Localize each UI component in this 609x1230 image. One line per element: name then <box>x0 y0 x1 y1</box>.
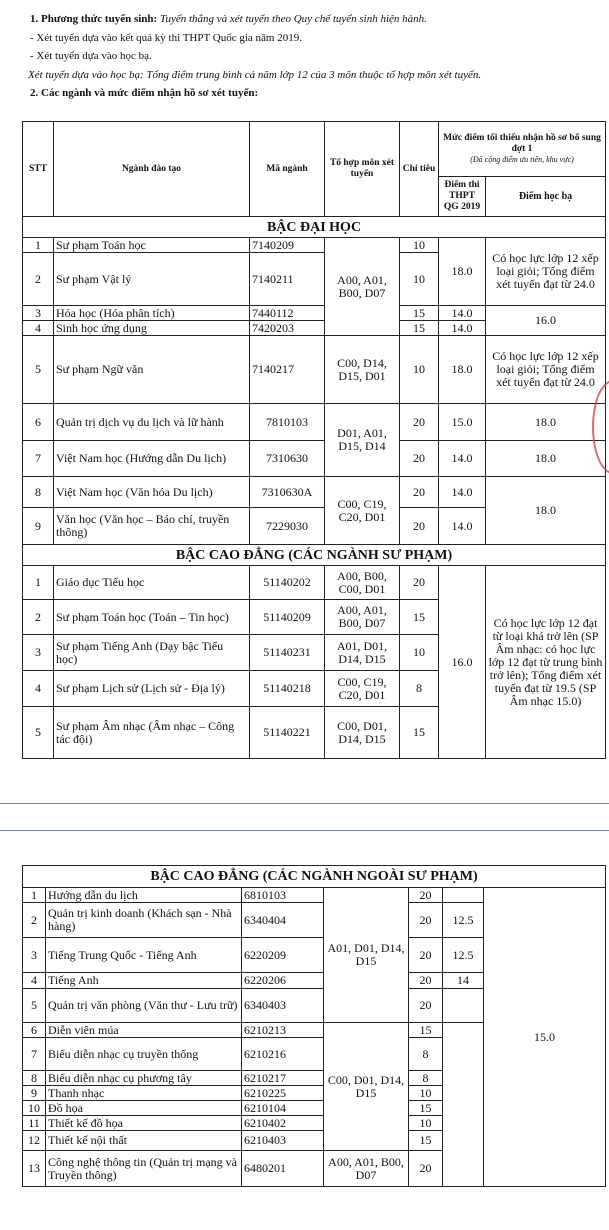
major-cell: Thiết kế đồ họa <box>46 1116 242 1131</box>
code-cell: 6210217 <box>242 1071 324 1086</box>
header-quota: Chỉ tiêu <box>400 122 439 217</box>
combo-cell: A00, A01, B00, D07 <box>325 238 400 336</box>
section-college-non-pedagogy: BẬC CAO ĐẲNG (CÁC NGÀNH NGOÀI SƯ PHẠM) <box>23 866 606 888</box>
major-cell: Giáo dục Tiểu học <box>54 566 250 600</box>
code-cell: 6210403 <box>242 1131 324 1151</box>
thpt-cell: 15.0 <box>439 404 486 441</box>
quota-cell: 20 <box>409 989 443 1023</box>
major-cell: Hóa học (Hóa phân tích) <box>54 306 250 321</box>
majors-heading: 2. Các ngành và mức điểm nhận hồ sơ xét tuyển: <box>30 87 259 99</box>
major-cell: Văn học (Văn học – Báo chí, truyền thông) <box>54 508 250 545</box>
code-cell: 7420203 <box>250 321 325 336</box>
code-cell: 6210216 <box>242 1038 324 1071</box>
major-cell: Thiết kế nội thất <box>46 1131 242 1151</box>
code-cell: 6340403 <box>242 989 324 1023</box>
major-cell: Tiếng Trung Quốc - Tiếng Anh <box>46 938 242 973</box>
major-cell: Sư phạm Tiếng Anh (Dạy bậc Tiểu học) <box>54 635 250 671</box>
code-cell: 51140231 <box>250 635 325 671</box>
stt-cell: 3 <box>23 306 54 321</box>
thpt-cell: 12.5 <box>443 938 484 973</box>
min-score-note: (Đã cộng điểm ưu tiên, khu vực) <box>470 154 574 164</box>
quota-cell: 20 <box>400 441 439 477</box>
quota-cell: 20 <box>409 973 443 989</box>
code-cell: 6210402 <box>242 1116 324 1131</box>
thpt-cell: 16.0 <box>439 566 486 759</box>
quota-cell: 10 <box>409 1086 443 1101</box>
transcript-cell: Có học lực lớp 12 đạt từ loại khá trở lên (SP Âm nhạc: có học lực lớp 12 đạt từ trung bình trở lên); Tổng điểm xét tuyển đạt từ 19.5 (SP Âm nhạc 15.0) <box>486 566 606 759</box>
combo-cell: C00, D01, D14, D15 <box>325 707 400 759</box>
admission-method-heading: 1. Phương thức tuyển sinh: <box>30 13 158 25</box>
quota-cell: 10 <box>409 1116 443 1131</box>
thpt-cell: 18.0 <box>439 238 486 306</box>
page-separator <box>0 803 609 804</box>
thpt-cell <box>443 1023 484 1187</box>
major-cell: Tiếng Anh <box>46 973 242 989</box>
transcript-cell: Có học lực lớp 12 xếp loại giỏi; Tổng điểm xét tuyển đạt từ 24.0 <box>486 238 606 306</box>
quota-cell: 20 <box>409 888 443 903</box>
thpt-cell: 14.0 <box>439 477 486 508</box>
header-subject-combo: Tổ hợp môn xét tuyển <box>325 122 400 217</box>
table-row <box>23 404 606 441</box>
major-cell: Việt Nam học (Hướng dẫn Du lịch) <box>54 441 250 477</box>
transcript-cell: Có học lực lớp 12 xếp loại giỏi; Tổng điểm xét tuyển đạt từ 24.0 <box>486 336 606 404</box>
transcript-cell: 18.0 <box>486 477 606 545</box>
section-college-pedagogy: BẬC CAO ĐẲNG (CÁC NGÀNH SƯ PHẠM) <box>23 545 606 566</box>
min-score-label: Mức điểm tối thiểu nhận hồ sơ bổ sung đợt 1 <box>443 132 601 154</box>
table-row <box>23 441 606 477</box>
code-cell: 51140202 <box>250 566 325 600</box>
stt-cell: 10 <box>23 1101 46 1116</box>
major-cell: Sư phạm Âm nhạc (Âm nhạc – Công tác đội) <box>54 707 250 759</box>
stt-cell: 1 <box>23 566 54 600</box>
quota-cell: 20 <box>409 938 443 973</box>
admission-method-text: Tuyển thẳng và xét tuyển theo Quy chế tuyển sinh hiện hành. <box>159 13 427 25</box>
table-row <box>23 238 606 253</box>
code-cell: 6210213 <box>242 1023 324 1038</box>
quota-cell: 15 <box>409 1131 443 1151</box>
stt-cell: 4 <box>23 321 54 336</box>
stt-cell: 3 <box>23 938 46 973</box>
quota-cell: 15 <box>400 321 439 336</box>
major-cell: Sư phạm Toán học <box>54 238 250 253</box>
header-stt: STT <box>23 122 54 217</box>
header-major: Ngành đào tạo <box>54 122 250 217</box>
code-cell: 7140209 <box>250 238 325 253</box>
transcript-cell: 18.0 <box>486 404 606 441</box>
code-cell: 7810103 <box>250 404 325 441</box>
quota-cell: 10 <box>400 336 439 404</box>
table-row <box>23 888 606 903</box>
transcript-cell: 16.0 <box>486 306 606 336</box>
quota-cell: 15 <box>400 600 439 635</box>
intro-line-4: Xét tuyển dựa vào học bạ: Tổng điểm trung bình cả năm lớp 12 của 3 môn thuộc tổ hợp môn xét tuyển. <box>28 68 482 81</box>
combo-cell: C00, D01, D14, D15 <box>324 1023 409 1151</box>
intro-section <box>30 10 605 103</box>
major-cell: Thanh nhạc <box>46 1086 242 1101</box>
intro-line-1 <box>30 10 605 29</box>
code-cell: 6210104 <box>242 1101 324 1116</box>
thpt-cell <box>443 888 484 903</box>
stt-cell: 5 <box>23 707 54 759</box>
quota-cell: 10 <box>400 238 439 253</box>
admission-table-1 <box>22 121 606 759</box>
stt-cell: 3 <box>23 635 54 671</box>
code-cell: 6340404 <box>242 903 324 938</box>
combo-cell: D01, A01, D15, D14 <box>325 404 400 477</box>
table-row <box>23 477 606 508</box>
thpt-cell: 14.0 <box>439 306 486 321</box>
major-cell: Sư phạm Ngữ văn <box>54 336 250 404</box>
intro-line-3: - Xét tuyển dựa vào học bạ. <box>30 50 152 62</box>
table-row <box>23 566 606 600</box>
combo-cell: C00, C19, C20, D01 <box>325 671 400 707</box>
code-cell: 7140217 <box>250 336 325 404</box>
header-transcript-score: Điểm học bạ <box>486 177 606 217</box>
stt-cell: 5 <box>23 336 54 404</box>
major-cell: Hướng dẫn du lịch <box>46 888 242 903</box>
stt-cell: 2 <box>23 903 46 938</box>
combo-cell: C00, D14, D15, D01 <box>325 336 400 404</box>
stt-cell: 12 <box>23 1131 46 1151</box>
major-cell: Quản trị dịch vụ du lịch và lữ hành <box>54 404 250 441</box>
table-row <box>23 306 606 321</box>
admission-table-2 <box>22 865 606 1187</box>
major-cell: Biểu diễn nhạc cụ phương tây <box>46 1071 242 1086</box>
stt-cell: 5 <box>23 989 46 1023</box>
code-cell: 6810103 <box>242 888 324 903</box>
stt-cell: 7 <box>23 441 54 477</box>
page-separator <box>0 830 609 831</box>
combo-cell: A00, B00, C00, D01 <box>325 566 400 600</box>
combo-cell: A01, D01, D14, D15 <box>325 635 400 671</box>
stt-cell: 8 <box>23 477 54 508</box>
code-cell: 6480201 <box>242 1151 324 1187</box>
code-cell: 7310630A <box>250 477 325 508</box>
quota-cell: 15 <box>400 306 439 321</box>
stt-cell: 4 <box>23 973 46 989</box>
major-cell: Công nghệ thông tin (Quản trị mạng và Truyền thông) <box>46 1151 242 1187</box>
quota-cell: 10 <box>400 253 439 306</box>
quota-cell: 20 <box>400 566 439 600</box>
code-cell: 7229030 <box>250 508 325 545</box>
thpt-cell <box>443 989 484 1023</box>
section-university: BẬC ĐẠI HỌC <box>23 217 606 238</box>
thpt-cell: 14 <box>443 973 484 989</box>
stt-cell: 1 <box>23 888 46 903</box>
major-cell: Việt Nam học (Văn hóa Du lịch) <box>54 477 250 508</box>
code-cell: 6220209 <box>242 938 324 973</box>
quota-cell: 20 <box>400 404 439 441</box>
code-cell: 51140218 <box>250 671 325 707</box>
major-cell: Sư phạm Vật lý <box>54 253 250 306</box>
stt-cell: 6 <box>23 1023 46 1038</box>
stt-cell: 7 <box>23 1038 46 1071</box>
thpt-cell: 12.5 <box>443 903 484 938</box>
code-cell: 51140221 <box>250 707 325 759</box>
transcript-cell: 15.0 <box>484 888 606 1187</box>
quota-cell: 15 <box>409 1023 443 1038</box>
stt-cell: 4 <box>23 671 54 707</box>
quota-cell: 8 <box>400 671 439 707</box>
combo-cell: C00, C19, C20, D01 <box>325 477 400 545</box>
stt-cell: 11 <box>23 1116 46 1131</box>
quota-cell: 15 <box>409 1101 443 1116</box>
quota-cell: 8 <box>409 1071 443 1086</box>
stt-cell: 8 <box>23 1071 46 1086</box>
major-cell: Biểu diễn nhạc cụ truyền thống <box>46 1038 242 1071</box>
stt-cell: 9 <box>23 508 54 545</box>
major-cell: Sư phạm Lịch sử (Lịch sử - Địa lý) <box>54 671 250 707</box>
stt-cell: 2 <box>23 600 54 635</box>
code-cell: 6210225 <box>242 1086 324 1101</box>
code-cell: 7140211 <box>250 253 325 306</box>
combo-cell: A00, A01, B00, D07 <box>324 1151 409 1187</box>
quota-cell: 20 <box>400 508 439 545</box>
header-thpt-score: Điểm thi THPT QG 2019 <box>439 177 486 217</box>
major-cell: Đồ họa <box>46 1101 242 1116</box>
combo-cell: A00, A01, B00, D07 <box>325 600 400 635</box>
thpt-cell: 14.0 <box>439 441 486 477</box>
quota-cell: 20 <box>409 1151 443 1187</box>
major-cell: Diễn viên múa <box>46 1023 242 1038</box>
transcript-cell: 18.0 <box>486 441 606 477</box>
major-cell: Sinh học ứng dụng <box>54 321 250 336</box>
major-cell: Sư phạm Toán học (Toán – Tin học) <box>54 600 250 635</box>
intro-line-2: - Xét tuyển dựa vào kết quả kỳ thi THPT Quốc gia năm 2019. <box>30 31 302 44</box>
quota-cell: 15 <box>400 707 439 759</box>
header-code: Mã ngành <box>250 122 325 217</box>
stt-cell: 6 <box>23 404 54 441</box>
stt-cell: 13 <box>23 1151 46 1187</box>
thpt-cell: 14.0 <box>439 508 486 545</box>
quota-cell: 8 <box>409 1038 443 1071</box>
code-cell: 7310630 <box>250 441 325 477</box>
quota-cell: 20 <box>400 477 439 508</box>
code-cell: 51140209 <box>250 600 325 635</box>
combo-cell: A01, D01, D14, D15 <box>324 888 409 1023</box>
major-cell: Quản trị kinh doanh (Khách sạn - Nhà hàng) <box>46 903 242 938</box>
quota-cell: 10 <box>400 635 439 671</box>
thpt-cell: 18.0 <box>439 336 486 404</box>
header-min-score <box>439 122 606 177</box>
stt-cell: 2 <box>23 253 54 306</box>
quota-cell: 20 <box>409 903 443 938</box>
major-cell: Quản trị văn phòng (Văn thư - Lưu trữ) <box>46 989 242 1023</box>
code-cell: 6220206 <box>242 973 324 989</box>
stt-cell: 1 <box>23 238 54 253</box>
stt-cell: 9 <box>23 1086 46 1101</box>
code-cell: 7440112 <box>250 306 325 321</box>
thpt-cell: 14.0 <box>439 321 486 336</box>
table-row <box>23 336 606 404</box>
